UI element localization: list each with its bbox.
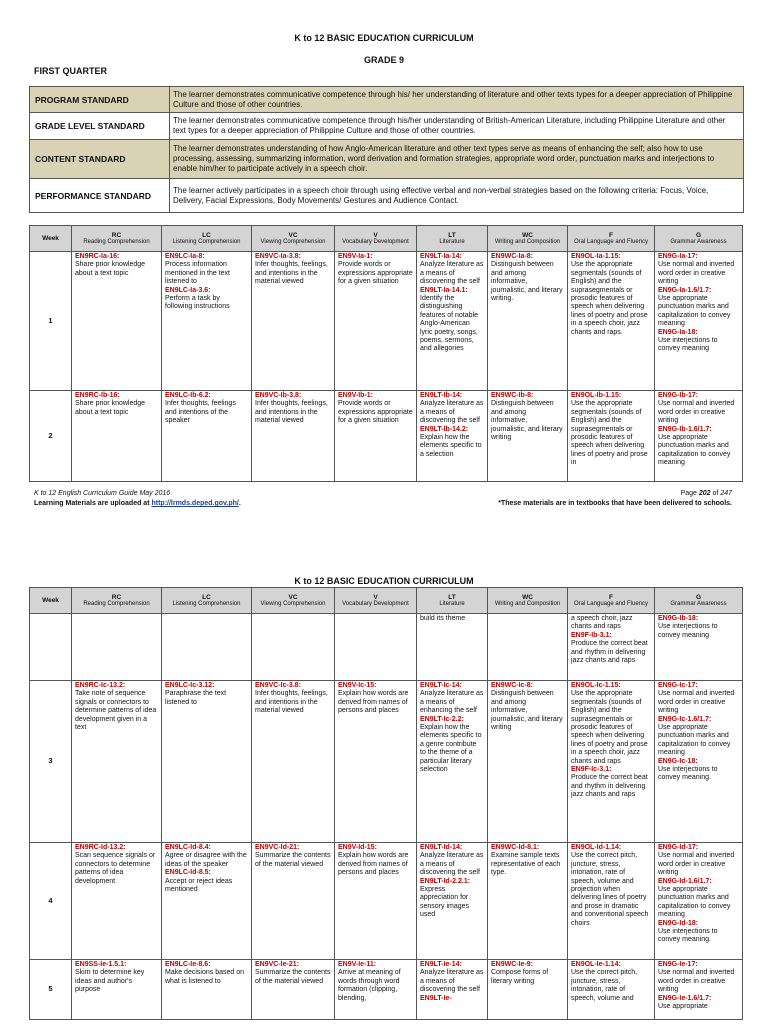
cell-wc: [488, 960, 568, 1020]
cell-rc: [72, 681, 162, 843]
cell-wc: [488, 252, 568, 391]
cell-f: [568, 843, 655, 960]
cell-rc: [72, 843, 162, 960]
competency-code: EN9G-Ia-18:: [658, 328, 698, 336]
competency-text: Share prior knowledge about a text topic: [75, 261, 146, 277]
cell-vc: [252, 681, 335, 843]
cell-rc: [72, 391, 162, 482]
competency-text: Use appropriate punctuation marks and capitalization to convey meaning: [658, 434, 731, 467]
competency-text: Use the correct pitch, juncture, stress, intonation, rate of speech, volume and: [571, 969, 638, 1002]
cell-f: [568, 960, 655, 1020]
competency-code: EN9V-Ic-15:: [338, 682, 377, 689]
competency-code: EN9OL-Ie-1.14:: [571, 961, 621, 968]
competency-text: Use interjections to convey meaning.: [658, 766, 718, 782]
table-row: [30, 391, 743, 482]
week-cell: 4: [30, 843, 72, 960]
grade-label: GRADE 9: [363, 55, 404, 65]
curriculum-table-page-1: [29, 225, 743, 482]
table-row: [30, 681, 743, 843]
competency-text: Use normal and inverted word order in creative writing: [658, 969, 735, 994]
competency-text: Use the correct pitch, juncture, stress, intonation, rate of speech, volume and projection when delivering lines of poetry and prose in dramatic and conventional speech choirs: [571, 852, 649, 927]
competency-code: EN9LT-Id-14:: [420, 844, 463, 851]
competency-text: Make decisions based on what is listened to: [165, 969, 244, 985]
cell-lc: [162, 843, 252, 960]
competency-text: Use normal and inverted word order in creative writing: [658, 690, 735, 715]
col-f: F Oral Language and Fluency: [568, 588, 655, 614]
competency-text: Process information mentioned in the text listened to: [165, 261, 230, 286]
col-week: Week: [30, 588, 72, 614]
competency-text: Use the appropriate segmentals (sounds of English) and the suprasegmentals or prosodic features of speech when delivering lines of poetry and prose in: [571, 400, 648, 467]
col-week: Week: [30, 226, 72, 252]
competency-text: Provide words or expressions appropriate for a given situation: [338, 261, 413, 286]
competency-code: EN9LT-Ib-14.2:: [420, 425, 469, 433]
competency-code: EN9G-Ib-17:: [658, 392, 699, 399]
guide-footer: K to 12 English Curriculum Guide May 2016: [34, 490, 171, 497]
competency-text: Agree or disagree with the ideas of the speaker: [165, 852, 247, 868]
competency-code: EN9LC-Ic-3.12:: [165, 682, 215, 689]
competency-code: EN9G-Ia-1.6/1.7:: [658, 286, 712, 294]
competency-code: EN9OL-Ic-1.15:: [571, 682, 621, 689]
competency-code: EN9VC-Ic-3.8:: [255, 682, 301, 689]
col-lt: LT Literature: [417, 588, 488, 614]
cell-v: [335, 614, 417, 681]
competency-code: EN9WC-Ic-8:: [491, 682, 534, 689]
competency-code: EN9V-Ie-11:: [338, 961, 377, 968]
table-header-row: [30, 226, 743, 252]
competency-code: EN9VC-Ib-3.8:: [255, 392, 302, 399]
competency-code: EN9V-Ib-1:: [338, 392, 374, 399]
competency-text: Skim to determine key ideas and author's purpose: [75, 969, 145, 994]
col-lc: LC Listening Comprehension: [162, 226, 252, 252]
cell-lt: [417, 960, 488, 1020]
cell-vc: [252, 252, 335, 391]
competency-code: EN9LC-Ie-8.6:: [165, 961, 211, 968]
cell-lc: [162, 252, 252, 391]
competency-text: Share prior knowledge about a text topic: [75, 400, 146, 416]
competency-code: EN9LC-Ia-8:: [165, 253, 205, 260]
cell-lc: [162, 681, 252, 843]
competency-code: EN9RC-Id-13.2:: [75, 844, 126, 851]
competency-text: Infer thoughts, feelings and intentions of the speaker: [165, 400, 236, 425]
cell-wc: [488, 681, 568, 843]
competency-code: EN9OL-Id-1.14:: [571, 844, 622, 851]
week-cell: 2: [30, 391, 72, 482]
grade-level-standard-label: GRADE LEVEL STANDARD: [30, 113, 170, 140]
competency-code: EN9WC-Ib-8:: [491, 392, 534, 399]
cell-f: [568, 391, 655, 482]
competency-text: Use the appropriate segmentals (sounds of English) and the suprasegmentals or prosodic features of speech when delivering lines of poetry and prose in a speech choir, jazz chants and raps.: [571, 261, 648, 336]
program-standard-text: The learner demonstrates communicative competence through his/ her understanding of literature and other texts types for a deeper appreciation of Philippine Culture and those of other countries.: [170, 87, 744, 113]
cell-v: [335, 681, 417, 843]
competency-text: Arrive at meaning of words through word formation (clipping, blending,: [338, 969, 401, 1002]
cell-g: [655, 614, 743, 681]
cell-lt: [417, 843, 488, 960]
competency-text: Use normal and inverted word order in creative writing: [658, 400, 735, 425]
cell-wc: [488, 614, 568, 681]
col-lt: LT Literature: [417, 226, 488, 252]
program-standard-label: PROGRAM STANDARD: [30, 87, 170, 113]
textbook-note: *These materials are in textbooks that have been delivered to schools.: [498, 500, 732, 507]
competency-code: EN9V-Ia-1:: [338, 253, 373, 260]
cell-lt: [417, 681, 488, 843]
competency-code: EN9LC-Ia-3.6:: [165, 286, 211, 294]
competency-code: EN9LT-Ic-2.2:: [420, 715, 464, 723]
col-vc: VC Viewing Comprehension: [252, 226, 335, 252]
competency-code: EN9G-Id-1.6/1.7:: [658, 877, 712, 885]
cell-g: [655, 252, 743, 391]
curriculum-table-page-2: [29, 587, 743, 1020]
competency-code: EN9VC-Ia-3.8:: [255, 253, 301, 260]
competency-text: Analyze literature as a means of discovering the self: [420, 969, 484, 994]
competency-text: Explain how words are derived from names of persons and places: [338, 690, 409, 715]
week-cell: 1: [30, 252, 72, 391]
competency-code: EN9LT-Ie-: [420, 994, 452, 1002]
competency-text: Take note of sequence signals or connectors to determine patterns of idea development given in a text: [75, 690, 157, 732]
quarter-label: FIRST QUARTER: [34, 66, 107, 76]
cell-lt: [417, 252, 488, 391]
competency-code: EN9WC-Ia-8:: [491, 253, 534, 260]
performance-standard-label: PERFORMANCE STANDARD: [30, 179, 170, 213]
table-row: [30, 614, 743, 681]
cell-rc: [72, 960, 162, 1020]
col-g: G Grammar Awareness: [655, 226, 743, 252]
competency-text: Use appropriate punctuation marks and capitalization to convey meaning: [658, 886, 731, 919]
competency-text: Explain how the elements specific to a genre contribute to the theme of a particular literary selection: [420, 724, 482, 774]
competency-text: Analyze literature as a means of enhancing the self: [420, 690, 484, 715]
competency-code: EN9V-Id-15:: [338, 844, 377, 851]
competency-code: EN9LC-Id-8.4:: [165, 844, 211, 851]
competency-text: Paraphrase the text listened to: [165, 690, 227, 706]
competency-text: build its theme: [420, 615, 466, 622]
cell-lc: [162, 960, 252, 1020]
page-title-2: K to 12 BASIC EDUCATION CURRICULUM: [294, 576, 474, 586]
cell-vc: [252, 391, 335, 482]
competency-code: EN9G-Ie-17:: [658, 961, 698, 968]
cell-lc: [162, 391, 252, 482]
cell-rc: [72, 252, 162, 391]
competency-code: EN9WC-Ie-9:: [491, 961, 534, 968]
competency-text: a speech choir, jazz chants and raps: [571, 615, 633, 631]
cell-lt: [417, 391, 488, 482]
cell-vc: [252, 960, 335, 1020]
competency-text: Explain how words are derived from names of persons and places: [338, 852, 409, 877]
page-title: K to 12 BASIC EDUCATION CURRICULUM: [294, 33, 474, 43]
competency-text: Produce the correct beat and rhythm in delivering jazz chants and raps: [571, 640, 648, 665]
table-row: [30, 252, 743, 391]
cell-lc: [162, 614, 252, 681]
competency-text: Use interjections to convey meaning.: [658, 928, 718, 944]
competency-text: Perform a task by following instructions: [165, 295, 230, 311]
competency-code: EN9F-Ic-3.1:: [571, 766, 612, 774]
competency-text: Accept or reject ideas mentioned: [165, 877, 233, 894]
performance-standard-text: The learner actively participates in a speech choir through using effective verbal and non-verbal strategies based on the following criteria: Focus, Voice, Delivery, Facial Expressions, Body Movements/ Gestures and Audience Contact.: [170, 179, 744, 213]
competency-text: Compose forms of literary writing: [491, 969, 549, 985]
competency-text: Analyze literature as a means of discovering the self: [420, 852, 484, 877]
competency-code: EN9VC-Id-21:: [255, 844, 300, 851]
competency-text: Use interjections to convey meaning: [658, 623, 718, 639]
competency-code: EN9LC-Id-8.5:: [165, 869, 211, 877]
cell-g: [655, 391, 743, 482]
competency-code: EN9WC-Id-8.1:: [491, 844, 540, 851]
col-g: G Grammar Awareness: [655, 588, 743, 614]
cell-vc: [252, 614, 335, 681]
week-cell: [30, 614, 72, 681]
competency-text: Infer thoughts, feelings, and intentions in the material viewed: [255, 400, 328, 425]
competency-text: Infer thoughts, feelings, and intentions in the material viewed: [255, 261, 328, 286]
cell-rc: [72, 614, 162, 681]
competency-code: EN9G-Id-18:: [658, 919, 699, 927]
competency-text: Distinguish between and among informative, journalistic, and literary writing: [491, 400, 563, 442]
page-number: Page 202 of 247: [680, 490, 732, 497]
competency-code: EN9LT-Ia-14.1:: [420, 286, 468, 294]
col-lc: LC Listening Comprehension: [162, 588, 252, 614]
competency-code: EN9RC-Ia-16:: [75, 253, 120, 260]
standards-table: [29, 86, 744, 213]
materials-footer: Learning Materials are uploaded at http://lrmds.deped.gov.ph/.: [34, 500, 241, 507]
competency-code: EN9VC-Ie-21:: [255, 961, 299, 968]
competency-text: Infer thoughts, feelings, and intentions in the material viewed: [255, 690, 328, 715]
competency-text: Identify the distinguishing features of notable Anglo-American lyric poetry, songs, poems, sermons, and allegories: [420, 295, 478, 353]
col-f: F Oral Language and Fluency: [568, 226, 655, 252]
competency-code: EN9OL-Ib-1.15:: [571, 392, 622, 399]
competency-code: EN9OL-Ia-1.15:: [571, 253, 621, 260]
competency-text: Explain how the elements specific to a selection: [420, 434, 482, 458]
cell-v: [335, 252, 417, 391]
competency-code: EN9G-Ia-17:: [658, 253, 698, 260]
competency-code: EN9G-Id-17:: [658, 844, 699, 851]
content-standard-text: The learner demonstrates understanding of how Anglo-American literature and other text types serve as means of enhancing the self; also how to use processing, assessing, summarizing information, word derivation and formation strategies, appropriate word order, punctuation marks and interjections to enable him/her to participate actively in a speech choir.: [170, 140, 744, 179]
competency-text: Use interjections to convey meaning: [658, 337, 718, 353]
competency-text: Use the appropriate segmentals (sounds of English) and the suprasegmentals or prosodic features of speech when delivering lines of poetry and prose in a speech choir, jazz chants and raps: [571, 690, 648, 765]
competency-code: EN9SS-Ie-1.5.1:: [75, 961, 127, 968]
competency-code: EN9LT-Ic-14:: [420, 682, 462, 689]
cell-lt: [417, 614, 488, 681]
col-v: V Vocabulary Development: [335, 226, 417, 252]
competency-code: EN9RC-Ib-16:: [75, 392, 120, 399]
competency-code: EN9G-Ic-18:: [658, 757, 698, 765]
competency-code: EN9LC-Ib-6.2:: [165, 392, 211, 399]
col-wc: WC Writing and Composition: [488, 226, 568, 252]
week-cell: 5: [30, 960, 72, 1020]
col-wc: WC Writing and Composition: [488, 588, 568, 614]
competency-code: EN9G-Ib-1.6/1.7:: [658, 425, 712, 433]
competency-code: EN9RC-Ic-13.2:: [75, 682, 126, 689]
week-cell: 3: [30, 681, 72, 843]
competency-code: EN9LT-Id-2.2.1:: [420, 877, 471, 885]
competency-code: EN9G-Ib-18:: [658, 615, 699, 622]
competency-text: Distinguish between and among informative, journalistic, and literary writing: [491, 690, 563, 732]
competency-text: Use appropriate punctuation marks and capitalization to convey meaning: [658, 295, 731, 328]
table-row: [30, 843, 743, 960]
cell-f: [568, 681, 655, 843]
table-header-row: [30, 588, 743, 614]
cell-g: [655, 960, 743, 1020]
col-rc: RC Reading Comprehension: [72, 226, 162, 252]
cell-v: [335, 960, 417, 1020]
cell-v: [335, 843, 417, 960]
competency-code: EN9F-Ib-3.1:: [571, 631, 612, 639]
col-v: V Vocabulary Development: [335, 588, 417, 614]
competency-text: Summarize the contents of the material viewed: [255, 969, 331, 985]
cell-g: [655, 681, 743, 843]
competency-code: EN9G-Ic-1.6/1.7:: [658, 715, 712, 723]
competency-text: Distinguish between and among informative, journalistic, and literary writing.: [491, 261, 563, 303]
cell-g: [655, 843, 743, 960]
competency-text: Express appreciation for sensory images used: [420, 886, 470, 919]
col-vc: VC Viewing Comprehension: [252, 588, 335, 614]
competency-text: Scan sequence signals or connectors to determine patterns of idea development: [75, 852, 156, 885]
competency-text: Use appropriate punctuation marks and capitalization to convey meaning: [658, 724, 731, 757]
competency-text: Use appropriate: [658, 1003, 708, 1011]
competency-code: EN9G-Ic-17:: [658, 682, 698, 689]
competency-text: Produce the correct beat and rhythm in delivering jazz chants and raps: [571, 774, 648, 799]
competency-text: Analyze literature as a means of discovering the self: [420, 261, 484, 286]
competency-text: Use normal and inverted word order in creative writing: [658, 261, 735, 286]
col-rc: RC Reading Comprehension: [72, 588, 162, 614]
grade-level-standard-text: The learner demonstrates communicative competence through his/her understanding of British-American Literature, including Philippine Literature and other text types for a deeper appreciation of Philippine Culture and those of other countries.: [170, 113, 744, 140]
competency-text: Use normal and inverted word order in creative writing: [658, 852, 735, 877]
competency-text: Analyze literature as a means of discovering the self: [420, 400, 484, 425]
competency-text: Provide words or expressions appropriate for a given situation: [338, 400, 413, 425]
cell-wc: [488, 843, 568, 960]
competency-code: EN9LT-Ib-14:: [420, 392, 463, 399]
materials-link[interactable]: http://lrmds.deped.gov.ph/: [151, 500, 239, 507]
competency-code: EN9LT-Ia-14:: [420, 253, 462, 260]
cell-vc: [252, 843, 335, 960]
cell-wc: [488, 391, 568, 482]
competency-text: Examine sample texts representative of each type.: [491, 852, 561, 877]
competency-code: EN9G-Ie-1.6/1.7:: [658, 994, 712, 1002]
competency-text: Summarize the contents of the material viewed: [255, 852, 331, 868]
cell-v: [335, 391, 417, 482]
cell-f: [568, 614, 655, 681]
competency-code: EN9LT-Ie-14:: [420, 961, 462, 968]
table-row: [30, 960, 743, 1020]
content-standard-label: CONTENT STANDARD: [30, 140, 170, 179]
cell-f: [568, 252, 655, 391]
